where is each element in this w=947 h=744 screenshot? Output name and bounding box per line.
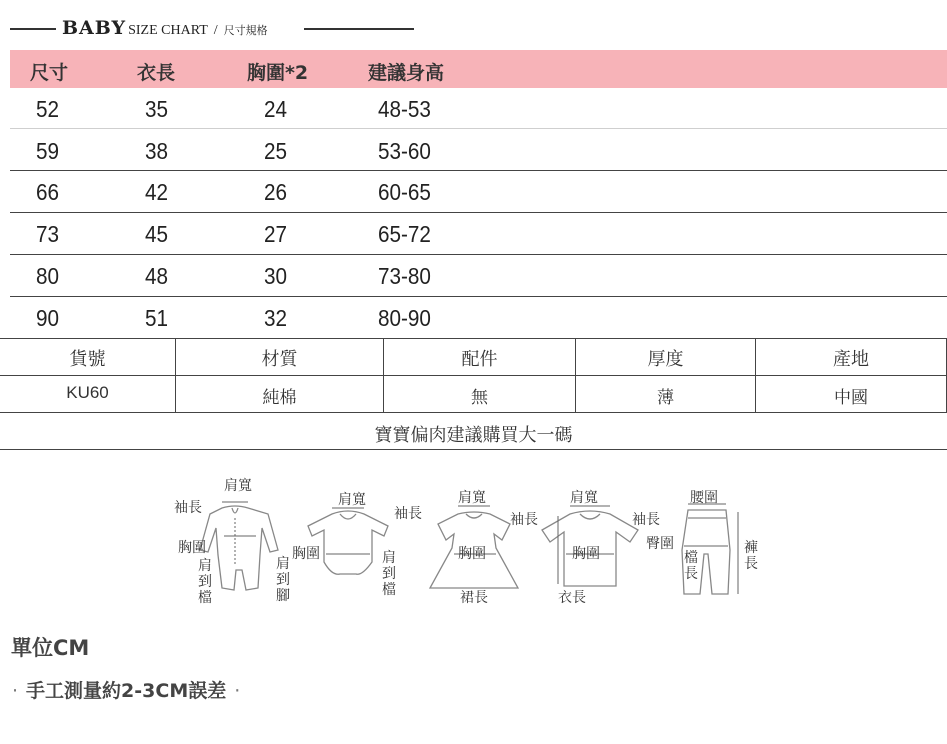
label-skirt-length: 裙長 xyxy=(460,590,488,606)
cell-height: 60-65 xyxy=(378,179,431,205)
cell-length: 38 xyxy=(145,138,169,164)
cell-size: 59 xyxy=(36,138,60,164)
title-rule-right xyxy=(304,28,414,30)
label-shoulder-to-foot: 肩到腳 xyxy=(276,556,290,604)
info-header-origin: 產地 xyxy=(833,349,869,370)
header-size: 尺寸 xyxy=(30,62,69,84)
info-header-thickness: 厚度 xyxy=(647,349,684,370)
info-value-item-no: KU60 xyxy=(66,383,109,402)
table-border xyxy=(0,375,947,376)
product-info-table xyxy=(0,338,947,450)
info-value-accessories: 無 xyxy=(471,388,488,408)
cell-height: 53-60 xyxy=(378,138,431,164)
cell-height: 48-53 xyxy=(378,96,431,122)
header-height: 建議身高 xyxy=(368,62,445,84)
size-row xyxy=(10,255,947,296)
measurement-diagram xyxy=(160,470,760,620)
label-chest: 胸圍 xyxy=(458,546,486,562)
label-chest: 胸圍 xyxy=(178,540,206,556)
size-row xyxy=(10,213,947,254)
label-shoulder-width: 肩寬 xyxy=(458,490,486,506)
cell-length: 42 xyxy=(145,179,169,205)
cell-chest: 30 xyxy=(264,263,288,289)
label-shoulder-to-crotch: 肩到檔 xyxy=(382,550,396,598)
cell-chest: 27 xyxy=(264,221,288,247)
size-row xyxy=(10,171,947,212)
cell-size: 80 xyxy=(36,263,60,289)
cell-height: 80-90 xyxy=(378,305,431,331)
title-subtitle-cn: 尺寸規格 xyxy=(223,24,268,37)
cell-length: 35 xyxy=(145,96,169,122)
label-shoulder-width: 肩寬 xyxy=(338,492,366,508)
title-brand: BABY xyxy=(62,17,127,39)
size-row xyxy=(10,130,947,171)
label-waist: 腰圍 xyxy=(690,490,718,506)
bullet-right: · xyxy=(234,680,241,702)
title-rule-left xyxy=(10,28,56,30)
label-chest: 胸圍 xyxy=(572,546,600,562)
label-pants-length: 褲長 xyxy=(744,540,758,572)
cell-size: 90 xyxy=(36,305,60,331)
label-length: 衣長 xyxy=(558,590,586,606)
label-sleeve-length: 袖長 xyxy=(632,512,660,528)
row-divider xyxy=(10,128,947,129)
cell-size: 73 xyxy=(36,221,60,247)
measurement-tolerance xyxy=(8,676,240,703)
cell-chest: 32 xyxy=(264,305,288,331)
label-crotch-length: 檔長 xyxy=(684,550,698,582)
info-value-material: 純棉 xyxy=(262,388,297,408)
table-border xyxy=(0,338,947,339)
cell-height: 65-72 xyxy=(378,221,431,247)
cell-length: 45 xyxy=(145,221,169,247)
cell-height: 73-80 xyxy=(378,263,431,289)
label-sleeve-length: 袖長 xyxy=(174,500,202,516)
info-header-accessories: 配件 xyxy=(461,349,498,370)
size-row xyxy=(10,88,947,129)
cell-chest: 26 xyxy=(264,179,288,205)
info-value-origin: 中國 xyxy=(834,388,868,408)
cell-length: 51 xyxy=(145,305,169,331)
bullet-left: · xyxy=(12,680,19,702)
title-separator: / xyxy=(213,23,218,38)
cell-chest: 24 xyxy=(264,96,288,122)
cell-size: 52 xyxy=(36,96,60,122)
table-border xyxy=(0,449,947,450)
label-sleeve-length: 袖長 xyxy=(394,506,422,522)
cell-size: 66 xyxy=(36,179,60,205)
title-subtitle: SIZE CHART xyxy=(128,23,208,38)
label-shoulder-width: 肩寬 xyxy=(224,478,252,494)
bodysuit-sketch xyxy=(308,511,388,574)
label-shoulder-to-crotch: 肩到檔 xyxy=(198,558,212,606)
cell-chest: 25 xyxy=(264,138,288,164)
size-table-header xyxy=(10,50,947,88)
label-chest: 胸圍 xyxy=(292,546,320,562)
size-row xyxy=(10,297,947,338)
info-header-material: 材質 xyxy=(261,349,298,370)
label-shoulder-width: 肩寬 xyxy=(570,490,598,506)
size-advice-note: 寶寶偏肉建議購買大一碼 xyxy=(374,425,573,446)
info-value-thickness: 薄 xyxy=(657,388,674,408)
table-border xyxy=(0,412,947,413)
cell-length: 48 xyxy=(145,263,169,289)
info-header-item-no: 貨號 xyxy=(69,349,106,370)
tolerance-text: 手工測量約2-3CM誤差 xyxy=(26,680,227,702)
label-sleeve-length: 袖長 xyxy=(510,512,538,528)
label-hip: 臀圍 xyxy=(646,536,674,552)
unit-label: 單位CM xyxy=(11,636,90,660)
header-chest: 胸圍*2 xyxy=(247,62,309,84)
page-title xyxy=(62,17,268,42)
header-length: 衣長 xyxy=(137,62,176,84)
